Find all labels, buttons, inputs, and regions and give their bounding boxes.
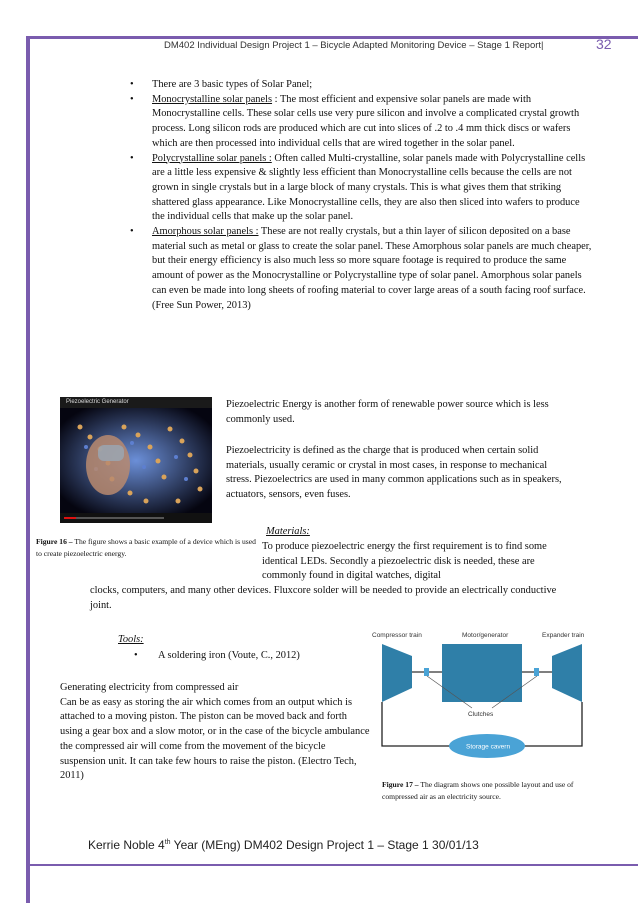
list-item-text: There are 3 basic types of Solar Panel;: [152, 79, 313, 90]
page-footer: [88, 838, 479, 852]
compressed-air-section: [60, 681, 370, 784]
footer-suffix: Year (MEng) DM402 Design Project 1 – Stage 1 30/01/13: [170, 838, 479, 852]
materials-paragraph: To produce piezoelectric energy the first requirement is to find some identical LEDs. Secondly a piezoelectric disk is needed, these are commonly found in digital watches, digital: [262, 541, 547, 582]
running-header: DM402 Individual Design Project 1 – Bicycle Adapted Monitoring Device – Stage 1 Report|: [164, 40, 544, 51]
clutch-left: [424, 668, 429, 676]
footer-sup: th: [164, 839, 171, 846]
page-frame-bottom: [26, 864, 638, 866]
motor-generator-shape: [442, 644, 522, 702]
footer-prefix: Kerrie Noble 4: [88, 838, 165, 852]
motor-generator-label: Motor/generator: [462, 632, 509, 639]
list-item-text: These are not really crystals, but a thin layer of silicon deposited on a base material such as metal or glass to create the solar panel. These Amorphous solar panels are much cheaper, but their energy efficiency is also much less so more square footage is required to produce the same amount of power as the Monocrystalline or Polycrystalline type of solar panel. Amorphous solar panels can even be made into long sheets of roofing material to cover large areas of a south facing roof surface. (Free Sun Power, 2013): [152, 226, 592, 311]
tools-heading: Tools:: [118, 634, 144, 645]
page-frame-top: [26, 36, 638, 39]
materials-heading: Materials:: [266, 526, 310, 537]
compressed-air-diagram: [372, 626, 610, 776]
compressed-air-heading: Generating electricity from compressed air: [60, 682, 239, 693]
caption-text: The diagram shows one possible layout and use of compressed air as an electricity source.: [382, 780, 574, 801]
clutches-label: Clutches: [468, 711, 494, 718]
caption-label: Figure 17 –: [382, 780, 419, 789]
list-item: [152, 225, 592, 313]
list-item-text: Often called Multi-crystalline, solar panels made with Polycrystalline cells are a little less expensive & slightly less efficient than Monocrystalline cells because the cells are not grown in single crystals but in a large block of many crystals. This is what gives them that striking shattered glass appearance. Like Monocrystalline cells, they are also then sliced into wafers to produce the individual cells that make up the solar panel.: [152, 152, 586, 223]
page-number: 32: [596, 36, 612, 52]
piezo-video-thumbnail[interactable]: [60, 397, 212, 523]
tools-item-text: A soldering iron (Voute, C., 2012): [158, 650, 300, 661]
page-frame-left: [26, 36, 30, 903]
list-item: [152, 152, 592, 226]
solar-panel-list: [118, 78, 592, 313]
compressed-air-text: Can be as easy as storing the air which comes from an output which is attached to a moving piston. The piston can be moved back and forth using a gear box and a slow motor, or in the case of the bicycle ambulance the compressed air will come from the movement of the bicycle suspension unit. It can take few hours to raise the piston. (Electro Tech, 2011): [60, 696, 370, 782]
compressor-train-shape: [382, 644, 412, 702]
list-item: [152, 78, 592, 93]
materials-continuation: clocks, computers, and many other devices. Fluxcore solder will be needed to provide an electrically conductive joint.: [90, 585, 557, 611]
caption-label: Figure 16 –: [36, 537, 73, 546]
compressor-train-label: Compressor train: [372, 632, 422, 639]
lattice-graphic: [60, 397, 212, 523]
clutch-right: [534, 668, 539, 676]
caption-text: The figure shows a basic example of a device which is used to create piezoelectric energy.: [36, 537, 256, 558]
figure-17-caption: [382, 779, 602, 803]
piezo-intro-paragraph: Piezoelectric Energy is another form of renewable power source which is less commonly used.: [226, 399, 549, 425]
expander-train-label: Expander train: [542, 632, 585, 639]
storage-cavern-label: Storage cavern: [466, 743, 511, 751]
list-item-text: : The most efficient and expensive solar panels are made with Monocrystalline cells. These solar cells use very pure silicon and involve a complicated crystal growth process. Long silicon rods are produced which are cut into slices of .2 to .4 mm thick discs or wafers which are then processed into individual cells that are wired together in the solar panel.: [152, 93, 580, 149]
list-item-label: Monocrystalline solar panels: [152, 93, 273, 105]
figure-16-caption: [36, 536, 256, 560]
list-item-label: Amorphous solar panels :: [152, 226, 259, 238]
video-progress-fill: [64, 517, 76, 519]
video-title: Piezoelectric Generator: [60, 397, 212, 408]
list-item: [152, 93, 592, 152]
list-item-label: Polycrystalline solar panels :: [152, 152, 272, 164]
piezo-definition-paragraph: Piezoelectricity is defined as the charge that is produced when certain solid materials, usually ceramic or crystal in most cases, in response to mechanical stress. Piezoelectrics are used in many common applications such as in speakers, actuators, sensors, even fuses.: [226, 445, 562, 501]
video-progress-bar[interactable]: [64, 517, 164, 519]
video-controls: [60, 513, 212, 523]
expander-train-shape: [552, 644, 582, 702]
